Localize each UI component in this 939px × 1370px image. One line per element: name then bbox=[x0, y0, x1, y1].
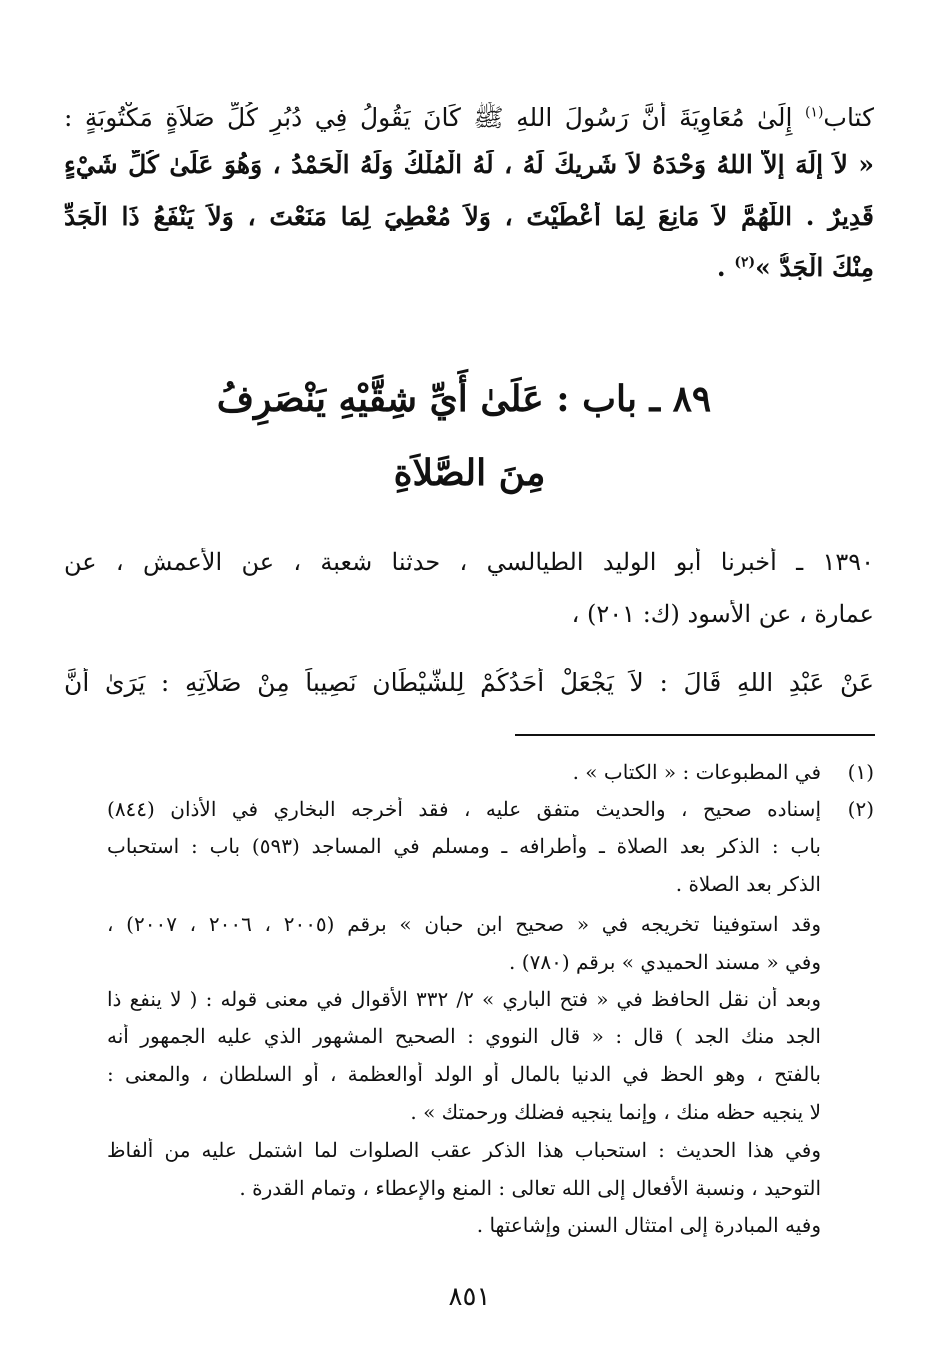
footnote-2-line: لا ينجيه حظه منك ، وإنما ينجيه فضلك ورحمتك » . bbox=[410, 1100, 821, 1124]
hadith-line-1: ١٣٩٠ ـ أخبرنا أبو الوليد الطيالسي ، حدثنا شعبة ، عن الأعمش ، عن bbox=[64, 548, 874, 576]
footnote-2-line: وفيه المبادرة إلى امتثال السنن وإشاعتها . bbox=[476, 1213, 821, 1237]
footnote-2-line: بالفتح ، وهو الحظ في الدنيا بالمال أو الولد أوالعظمة ، أو السلطان ، والمعنى : bbox=[107, 1062, 821, 1086]
hadith-line-3: عَنْ عَبْدِ اللهِ قَالَ : لاَ يَجْعَلْ أَحَدُكُمْ لِلشَّيْطَانِ نَصِيباً مِنْ صَلاَتِهِ : يَرَىٰ أَنَّ bbox=[64, 668, 874, 697]
footnote-1-text: في المطبوعات : « الكتاب » . bbox=[572, 760, 821, 784]
footnote-ref-2[interactable]: (٢) bbox=[734, 254, 756, 271]
footnote-2-line: إسناده صحيح ، والحديث متفق عليه ، فقد أخرجه البخاري في الأذان (٨٤٤) bbox=[107, 797, 821, 821]
footnote-2-line: الذكر بعد الصلاة . bbox=[675, 872, 821, 896]
text-segment: . bbox=[716, 253, 726, 282]
footnote-number-1: (١) bbox=[847, 760, 874, 784]
footnote-2-line: وفي « مسند الحميدي » برقم (٧٨٠) . bbox=[509, 950, 821, 974]
text-segment: مِنْكَ الْجَدُّ » bbox=[755, 253, 874, 282]
text-line-4 bbox=[64, 253, 874, 282]
chapter-title: ٨٩ ـ باب : عَلَىٰ أَيِّ شِقَّيْهِ يَنْصَرِفُ bbox=[216, 378, 712, 420]
text-line-2: « لاَ إِلَهَ إِلاَّ اللهُ وَحْدَهُ لاَ شَرِيكَ لَهُ ، لَهُ الْمُلْكُ وَلَهُ الْحَمْدُ ، وَهُوَ عَلَىٰ كُلِّ شَيْءٍ bbox=[64, 150, 874, 179]
text-line-3: قَدِيرٌ . اللَّهُمَّ لاَ مَانِعَ لِمَا أَعْطَيْتَ ، وَلاَ مُعْطِيَ لِمَا مَنَعْتَ ، وَلاَ يَنْفَعُ ذَا الْجَدِّ bbox=[64, 202, 874, 231]
text-segment: كتاب bbox=[823, 103, 874, 132]
footnote-number-2: (٢) bbox=[847, 797, 874, 821]
hadith-line-2: عمارة ، عن الأسود (ك: ٢٠١) ، bbox=[571, 600, 874, 628]
footnote-2-line: باب : الذكر بعد الصلاة ـ وأطرافه ـ ومسلم في المساجد (٥٩٣) باب : استحباب bbox=[107, 834, 821, 858]
footnote-2-line: الجد منك الجد ) قال : « قال النووي : الصحيح المشهور الذي عليه الجمهور أنه bbox=[107, 1024, 821, 1048]
footnote-2-line: وبعد أن نقل الحافظ في « فتح الباري » ٢/ ٣٣٢ الأقوال في معنى قوله : ( لا ينفع ذا bbox=[107, 987, 821, 1011]
footnote-2-line: وقد استوفينا تخريجه في « صحيح ابن حبان » برقم (٢٠٠٥ ، ٢٠٠٦ ، ٢٠٠٧) ، bbox=[107, 912, 821, 936]
text-line-1 bbox=[64, 102, 874, 139]
page-number: ٨٥١ bbox=[448, 1282, 491, 1312]
chapter-title-continued: مِنَ الصَّلاَةِ bbox=[393, 452, 546, 494]
footnote-separator bbox=[515, 734, 875, 736]
footnote-2-line: التوحيد ، ونسبة الأفعال إلى الله تعالى : المنع والإعطاء ، وتمام القدرة . bbox=[239, 1176, 821, 1200]
footnote-2-line: وفي هذا الحديث : استحباب هذا الذكر عقب الصلوات لما اشتمل عليه من ألفاظ bbox=[107, 1138, 821, 1162]
text-segment: إِلَىٰ مُعَاوِيَةَ أَنَّ رَسُولَ اللهِ ﷺ كَانَ يَقُولُ فِي دُبُرِ كُلِّ صَلاَةٍ مَكْتُوبَةٍ : bbox=[64, 103, 793, 132]
footnote-ref-1[interactable]: (١) bbox=[804, 104, 824, 121]
